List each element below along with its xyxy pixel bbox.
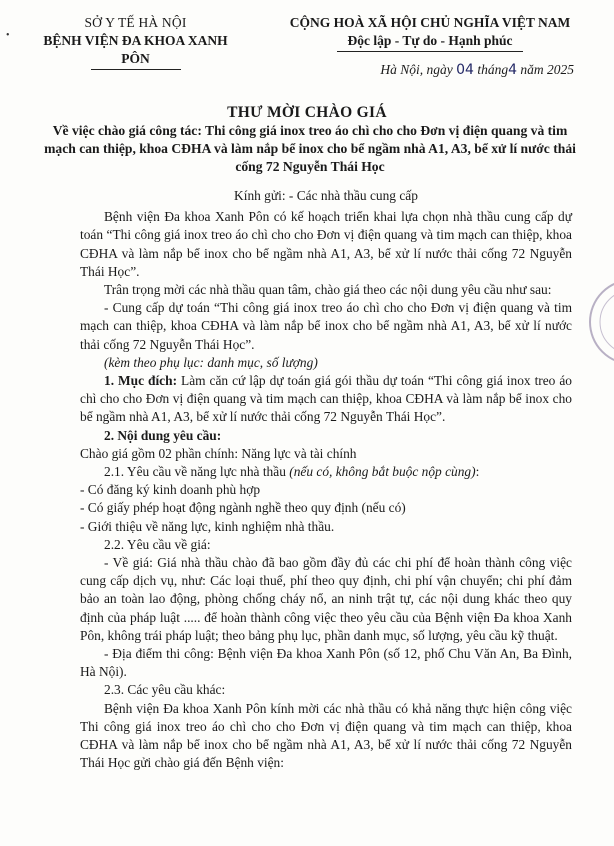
construction-location: - Địa điểm thi công: Bệnh viện Đa khoa Xanh Pôn (số 12, phố Chu Văn An, Ba Đình, Hà Nội).	[80, 646, 572, 680]
purpose-text: Làm căn cứ lập dự toán giá gói thầu dự toán “Thi công giá inox treo áo chì cho cho Đơn vị điện quang và tim mạch can thiệp, khoa CĐHA và làm nắp bể inox cho bể ngầm nhà A1, A3, bể xử lí nước thải cống 72 Nguyễn Thái Học”.	[80, 373, 572, 425]
section-requirements-heading: 2. Nội dung yêu cầu:	[104, 427, 222, 443]
nation-title: CỘNG HOÀ XÃ HỘI CHỦ NGHĨA VIỆT NAM	[289, 15, 571, 30]
price-requirements-text: - Về giá: Giá nhà thầu chào đã bao gồm đầy đủ các chi phí để hoàn thành công việc cung cấp dịch vụ, như: Các loại thuế, phí theo quy định, chi phí vận chuyển; chi phí đảm bảo an toàn lao động, phòng chống cháy nổ, an ninh trật tự, các nội dung khác theo quy định của pháp luật ..... để hoàn thành công việc theo yêu cầu của Bệnh viện Đa khoa Xanh Pôn, không trái pháp luật; theo bảng phụ lục, phần danh mục, số lượng, yêu cầu kỹ thuật.	[80, 555, 572, 643]
nation-motto: Độc lập - Tự do - Hạnh phúc	[347, 33, 513, 48]
date-day: 04	[456, 62, 474, 78]
paragraph-invite: Trân trọng mời các nhà thầu quan tâm, chào giá theo các nội dung yêu cầu như sau:	[104, 282, 552, 298]
document-subject: Về việc chào giá công tác: Thi công giá inox treo áo chì cho cho Đơn vị điện quang và tim mạch can thiệp, khoa CĐHA và làm nắp bể inox cho bể ngầm nhà A1, A3, bể xử lí nước thải cống 72 Nguyễn Thái Học	[44, 123, 576, 174]
header-nation	[258, 14, 602, 52]
section-purpose	[80, 372, 572, 427]
header-organization	[28, 14, 243, 70]
document-title: THƯ MỜI CHÀO GIÁ	[227, 104, 387, 121]
org-name: BỆNH VIỆN ĐA KHOA XANH PÔN	[43, 33, 228, 66]
price-requirements-label: 2.2. Yêu cầu về giá:	[104, 536, 211, 552]
paragraph-intro: Bệnh viện Đa khoa Xanh Pôn có kế hoạch triển khai lựa chọn nhà thầu cung cấp dự toán “Thi công giá inox treo áo chì cho cho Đơn vị điện quang và tim mạch can thiệp, khoa CĐHA và làm nắp bể inox cho bể ngầm nhà A1, A3, bể xử lí nước thải cống 72 Nguyễn Thái Học”.	[80, 209, 572, 279]
capability-label: 2.1. Yêu cầu về năng lực nhà thầu	[104, 464, 290, 480]
capability-item: - Có đăng ký kinh doanh phù hợp	[80, 482, 261, 498]
org-parent: SỞ Y TẾ HÀ NỘI	[84, 15, 187, 30]
capability-note: (nếu có, không bắt buộc nộp cùng)	[289, 464, 476, 480]
margin-mark: •	[6, 30, 10, 41]
capability-label-line	[80, 463, 572, 481]
date-prefix: Hà Nội, ngày	[380, 62, 457, 77]
org-underline	[91, 69, 181, 70]
document-body	[80, 187, 572, 773]
capability-colon: :	[475, 464, 480, 480]
paragraph-provide: - Cung cấp dự toán “Thi công giá inox treo áo chì cho cho Đơn vị điện quang và tim mạch can thiệp, khoa CĐHA và làm nắp bể inox cho bể ngầm nhà A1, A3, bể xử lí nước thải cống 72 Nguyễn Thái Học”.	[80, 300, 572, 352]
date-year: năm 2025	[517, 62, 574, 77]
recipient-line: Kính gửi: - Các nhà thầu cung cấp	[234, 188, 418, 203]
requirements-intro: Chào giá gồm 02 phần chính: Năng lực và tài chính	[80, 445, 357, 461]
capability-item: - Giới thiệu về năng lực, kinh nghiệm nhà thầu.	[80, 518, 335, 534]
issue-date	[380, 62, 574, 78]
stamp-seal	[588, 262, 614, 382]
other-requirements-label: 2.3. Các yêu cầu khác:	[104, 682, 226, 698]
motto-underline	[337, 51, 523, 52]
purpose-heading: 1. Mục đích:	[104, 373, 178, 389]
date-month-label: tháng	[473, 62, 509, 77]
other-requirements-text: Bệnh viện Đa khoa Xanh Pôn kính mời các nhà thầu có khả năng thực hiện công việc Thi công giá inox treo áo chì cho cho Đơn vị điện quang và tim mạch can thiệp, khoa CĐHA và làm nắp bể inox cho bể ngầm nhà A1, A3, bể xử lí nước thải cống 72 Nguyễn Thái Học gửi chào giá đến Bệnh viện:	[80, 700, 572, 771]
capability-item: - Có giấy phép hoạt động ngành nghề theo quy định (nếu có)	[80, 500, 406, 516]
date-month: 4	[508, 62, 517, 78]
attachment-note: (kèm theo phụ lục: danh mục, số lượng)	[104, 354, 318, 370]
